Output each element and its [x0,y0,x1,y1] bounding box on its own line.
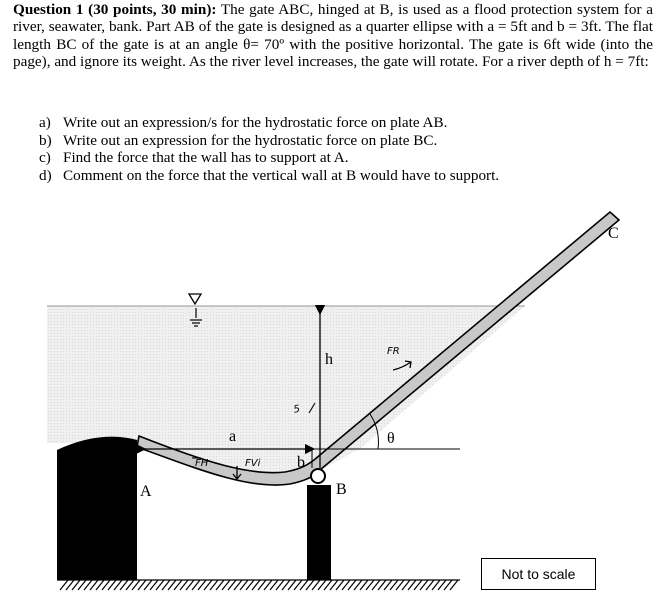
label-b-point: B [336,481,347,498]
part-text: Write out an expression/s for the hydrostatic force on plate AB. [63,114,448,131]
question-body: The gate ABC, hinged at B, is used as a flood protection system for a river, seawater, bank. Part AB of the gate is designed as a quarter ellipse with a = 5ft and b = 3ft. The flat length BC of the gate is at an angle θ= 70º with the positive horizontal. The gate is 6ft wide (into the page), and ignore its weight. As the river level increases, the gate will rotate. For a river depth of h = 7ft: [13,1,653,71]
label-c-point: C [608,225,619,242]
ground-hatching [57,580,460,590]
part-text: Write out an expression for the hydrostatic force on plate BC. [63,131,438,149]
not-to-scale-box: Not to scale [481,558,596,590]
label-h-dim: h [325,351,333,368]
part-text: Comment on the force that the vertical wall at B would have to support. [63,166,500,184]
hand-fh: FH [195,458,209,469]
pillar-b [307,485,331,580]
wall-a [57,437,137,580]
label-a-dim: a [229,428,237,445]
hinge-b [311,469,325,483]
hand-fr: FR [387,346,400,357]
part-letter: b) [39,131,52,149]
part-letter: c) [39,149,51,167]
part-text: Find the force that the wall has to support at A. [63,149,349,167]
label-a-point: A [140,483,152,500]
part-letter: d) [39,166,52,184]
hand-5: 5 [292,403,301,416]
label-b-dim: b [297,454,305,471]
label-theta: θ [387,430,395,447]
hand-fv: FVi [245,458,261,469]
part-letter: a) [39,114,51,131]
question-heading: Question 1 (30 points, 30 min): [13,1,217,18]
